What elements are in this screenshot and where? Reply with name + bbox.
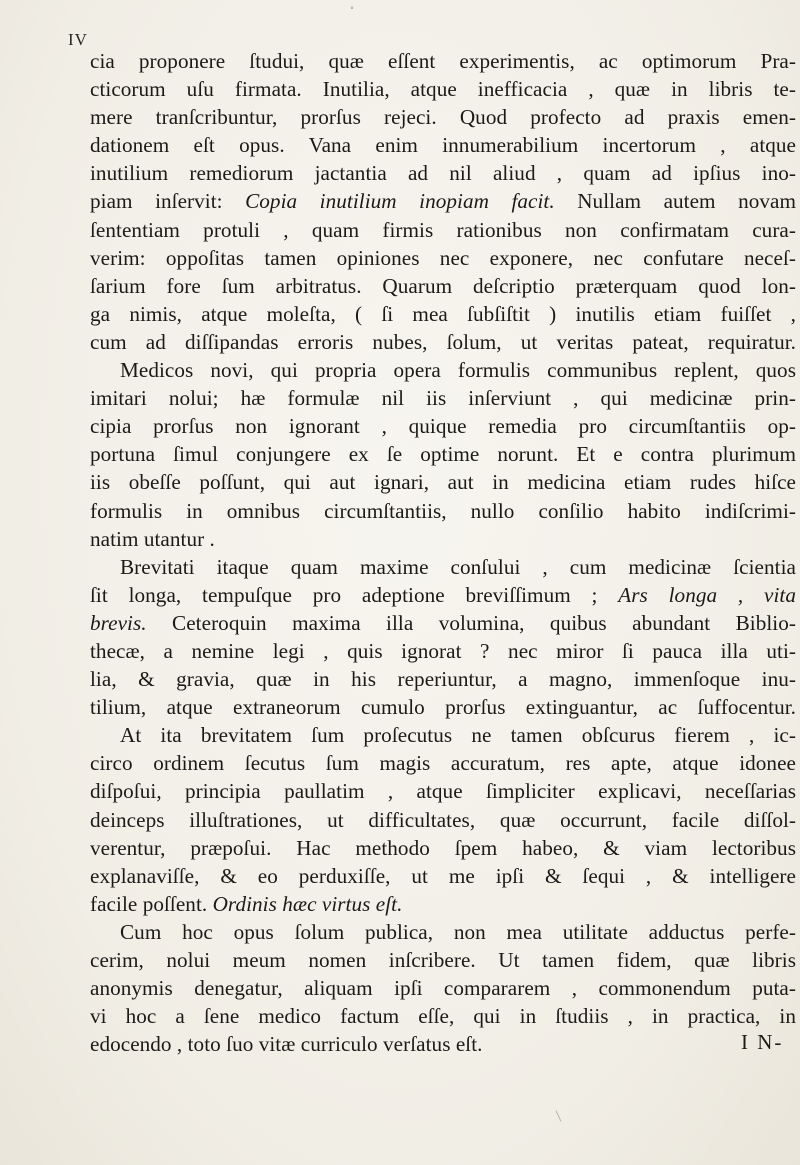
text-line: At ita brevitatem ſum proſecutus ne tamen obſcurus fierem , ic- xyxy=(120,723,796,748)
text-line: dationem eſt opus. Vana enim innumerabilium incertorum , atque xyxy=(90,133,796,158)
text-line: Brevitati itaque quam maxime conſului , cum medicinæ ſcientia xyxy=(120,554,796,579)
text-line: Cum hoc opus ſolum publica, non mea utilitate adductus perfe- xyxy=(120,919,796,944)
text-line: cticorum uſu firmata. Inutilia, atque inefficacia , quæ in libris te- xyxy=(90,77,796,102)
text-line: portuna ſimul conjungere ex ſe optime norunt. Et e contra plurimum xyxy=(90,442,796,467)
text-line: cum ad diſſipandas erroris nubes, ſolum, ut veritas pateat, requiratur. xyxy=(90,329,796,354)
text-line: lia, & gravia, quæ in his reperiuntur, a magno, immenſoque inu- xyxy=(90,667,796,692)
text-line: iis obeſſe poſſunt, qui aut ignari, aut in medicina etiam rudes hiſce xyxy=(90,470,796,495)
text-line: ga nimis, atque moleſta, ( ſi mea ſubſiſtit ) inutilis etiam fuiſſet , xyxy=(90,301,796,326)
text-line: thecæ, a nemine legi , quis ignorat ? nec miror ſi pauca illa uti- xyxy=(90,638,796,663)
text-line: cerim, nolui meum nomen inſcribere. Ut tamen fidem, quæ libris xyxy=(90,948,796,972)
text-line: circo ordinem ſecutus ſum magis accuratum, res apte, atque idonee xyxy=(90,751,796,776)
text-line: ſententiam protuli , quam firmis rationibus non confirmatam cura- xyxy=(90,217,796,242)
text-line: ſit longa, tempuſque pro adeptione breviſſimum ; Ars longa , vita xyxy=(90,582,796,607)
text-line: piam inſervit: Copia inutilium inopiam facit. Nullam autem novam xyxy=(90,189,796,214)
text-line: imitari nolui; hæ formulæ nil iis inſerviunt , qui medicinæ prin- xyxy=(90,386,796,411)
text-line: deinceps illuſtrationes, ut difficultates, quæ occurrunt, facile diſſol- xyxy=(90,807,796,832)
text-line: verentur, præpoſui. Hac methodo ſpem habeo, & viam lectoribus xyxy=(90,835,796,860)
catchword: I N- xyxy=(741,1030,784,1054)
text-line: edocendo , toto ſuo vitæ curriculo verſatus eſt. xyxy=(90,1032,483,1057)
text-line: mere tranſcribuntur, prorſus rejeci. Quod profecto ad praxis emen- xyxy=(90,105,796,130)
text-line: anonymis denegatur, aliquam ipſi compararem , commonendum puta- xyxy=(90,976,796,1001)
page-number: IV xyxy=(68,30,88,49)
text-line: cipia prorſus non ignorant , quique remedia pro circumſtantiis op- xyxy=(90,414,796,439)
text-line: Medicos novi, qui propria opera formulis communibus replent, quos xyxy=(120,358,796,383)
text-line: explanaviſſe, & eo perduxiſſe, ut me ipſi & ſequi , & intelligere xyxy=(90,863,796,888)
text-line: formulis in omnibus circumſtantiis, nullo conſilio habito indiſcrimi- xyxy=(90,498,796,523)
text-line: tilium, atque extraneorum cumulo prorſus extinguantur, ac ſuffocentur. xyxy=(90,695,796,720)
text-line: facile poſſent. Ordinis hæc virtus eſt. xyxy=(90,891,403,916)
body-text xyxy=(90,47,796,1058)
text-line: cia proponere ſtudui, quæ eſſent experimentis, ac optimorum Pra- xyxy=(90,49,796,73)
text-line: verim: oppoſitas tamen opiniones nec exponere, nec confutare neceſ- xyxy=(90,245,796,270)
text-line: brevis. Ceteroquin maxima illa volumina, quibus abundant Biblio- xyxy=(90,610,796,635)
text-line: inutilium remediorum jactantia ad nil aliud , quam ad ipſius ino- xyxy=(90,161,796,186)
margin-mark xyxy=(556,1110,562,1121)
ink-blot: ˚ xyxy=(350,4,354,18)
text-line: vi hoc a ſene medico factum eſſe, qui in ſtudiis , in practica, in xyxy=(90,1004,796,1029)
text-line: ſarium fore ſum arbitratus. Quarum deſcriptio præterquam quod lon- xyxy=(90,273,796,298)
text-line: natim utantur . xyxy=(90,526,215,551)
text-line: diſpoſui, principia paullatim , atque ſimpliciter explicavi, neceſſarias xyxy=(90,779,796,804)
